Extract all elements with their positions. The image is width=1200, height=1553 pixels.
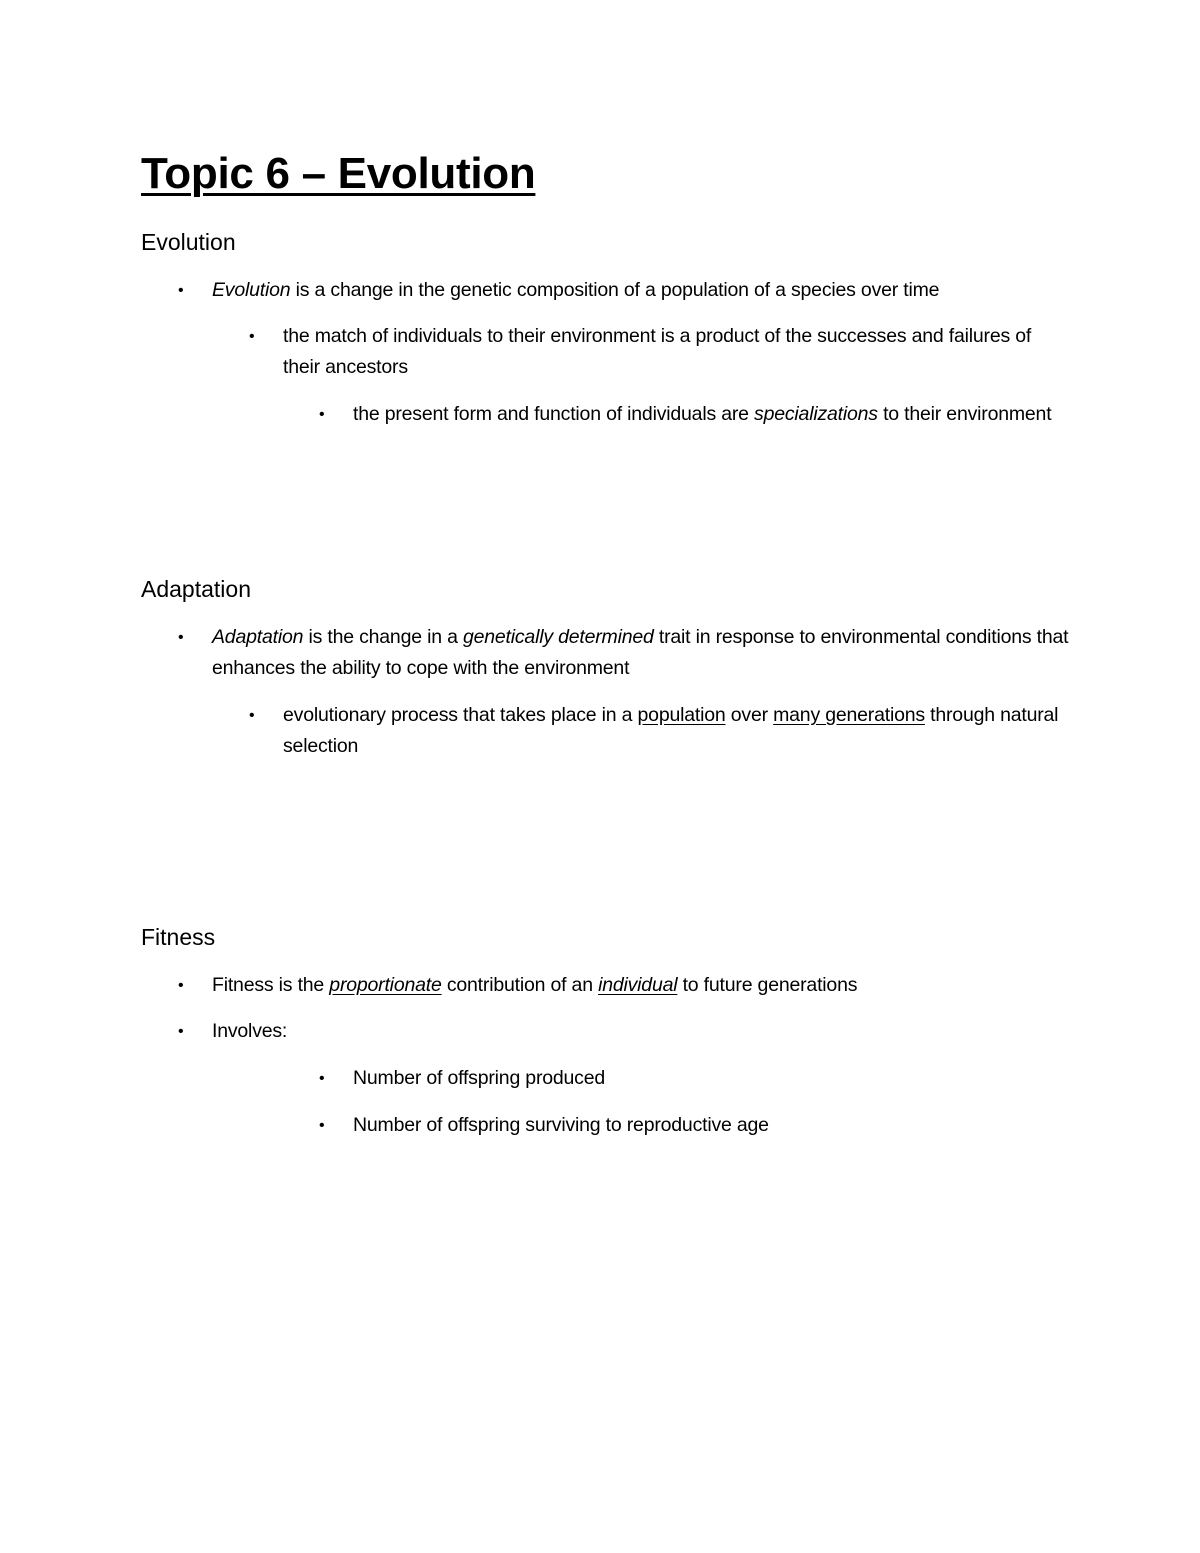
evolution-bullet-2 (249, 321, 1073, 383)
bullet-text-mid: over (725, 704, 774, 726)
term-proportionate: proportionate (329, 974, 442, 996)
term-evolution: Evolution (212, 279, 291, 301)
bullet-text (353, 399, 1073, 430)
bullet-icon: • (249, 707, 255, 724)
evolution-bullet-1 (178, 275, 1072, 306)
term-many-generations: many generations (773, 704, 925, 726)
bullet-text-post: through natural selection (283, 704, 1059, 757)
adaptation-bullet-1 (178, 622, 1072, 684)
evolution-bullet-3 (319, 399, 1073, 430)
section-heading-adaptation: Adaptation (141, 576, 251, 602)
bullet-text (283, 700, 1073, 762)
bullet-text: the match of individuals to their environment is a product of the successes and failures of their ancestors (283, 325, 1032, 378)
bullet-text-mid: is the change in a (303, 626, 463, 648)
bullet-icon: • (178, 629, 184, 646)
bullet-icon: • (319, 406, 325, 423)
page-title: Topic 6 – Evolution (141, 149, 536, 198)
bullet-text-rest: is a change in the genetic composition of a population of a species over time (290, 279, 940, 301)
bullet-text-post: to their environment (877, 403, 1052, 425)
term-specializations: specializations (754, 403, 878, 425)
bullet-text-rest: trait in response to environmental conditions that enhances the ability to cope with the environment (212, 626, 1069, 679)
bullet-icon: • (178, 1023, 184, 1040)
adaptation-bullet-2 (249, 700, 1073, 762)
term-genetically-determined: genetically determined (462, 626, 654, 648)
bullet-icon: • (178, 282, 184, 299)
bullet-text-pre: Fitness is the (212, 974, 330, 996)
bullet-text-post: to future generations (677, 974, 858, 996)
bullet-text: Number of offspring surviving to reproductive age (353, 1114, 769, 1136)
section-heading-fitness: Fitness (141, 924, 216, 950)
bullet-text (212, 970, 1072, 1001)
bullet-text-pre: evolutionary process that takes place in a (283, 704, 638, 726)
bullet-text: Involves: (212, 1020, 288, 1042)
fitness-bullet-1 (178, 970, 1072, 1001)
bullet-text (212, 622, 1072, 684)
bullet-icon: • (319, 1117, 325, 1134)
bullet-text-pre: the present form and function of individuals are (353, 403, 755, 425)
bullet-icon: • (249, 328, 255, 345)
term-adaptation: Adaptation (212, 626, 304, 648)
term-population: population (637, 704, 726, 726)
fitness-bullet-2 (178, 1016, 1072, 1047)
bullet-icon: • (178, 977, 184, 994)
bullet-text: Number of offspring produced (353, 1067, 606, 1089)
bullet-text-mid: contribution of an (441, 974, 599, 996)
bullet-icon: • (319, 1070, 325, 1087)
section-heading-evolution: Evolution (141, 229, 236, 255)
term-individual: individual (598, 974, 678, 996)
fitness-bullet-3 (319, 1063, 1073, 1094)
fitness-bullet-4 (319, 1110, 1073, 1141)
bullet-text (212, 275, 1072, 306)
